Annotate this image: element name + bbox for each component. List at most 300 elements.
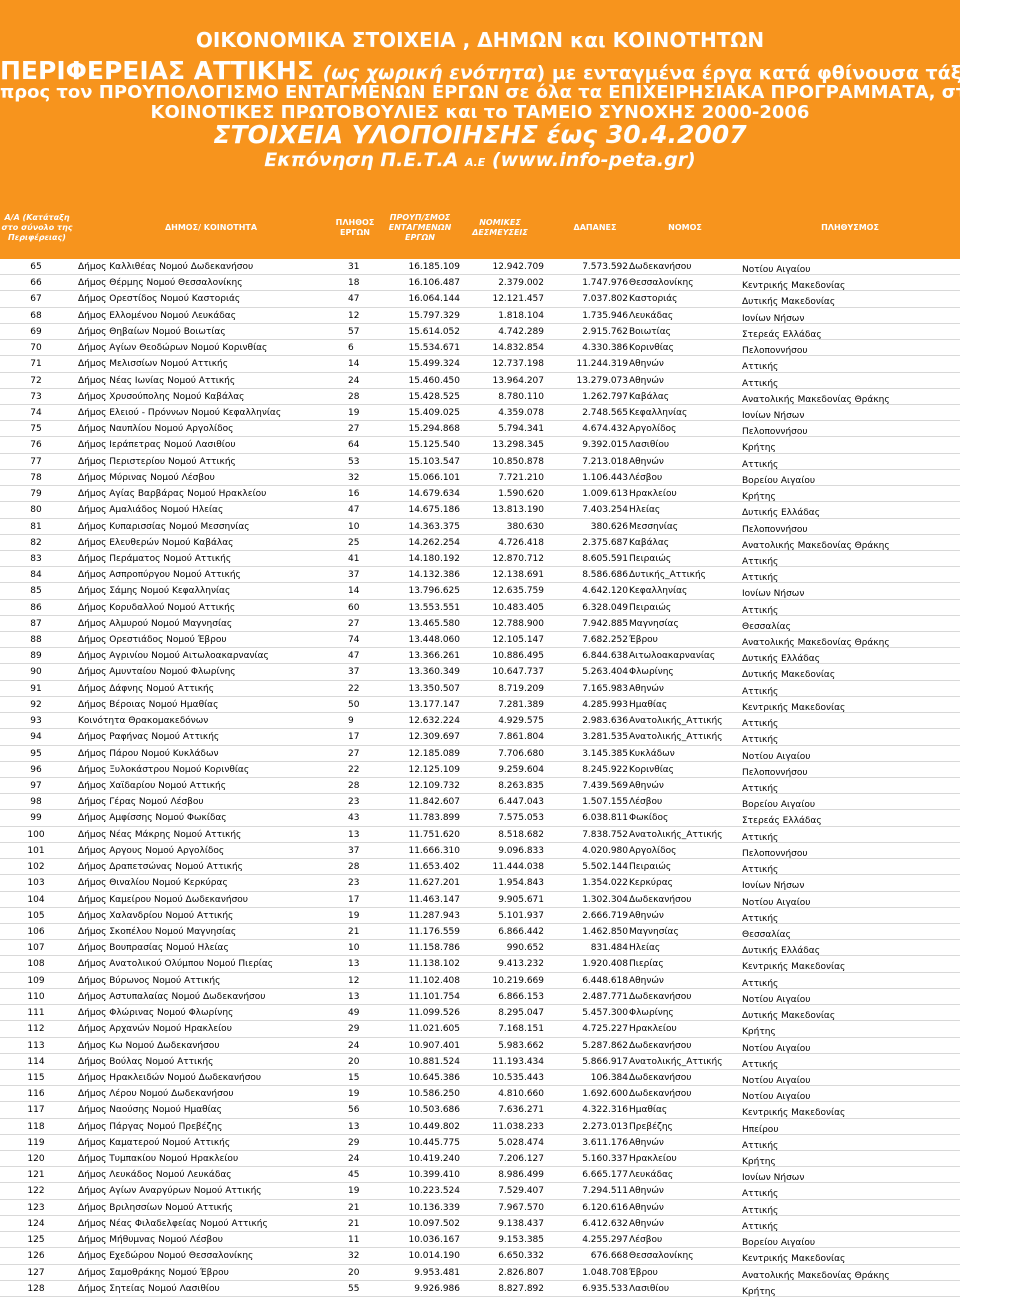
expenses-cell: 2.666.719 <box>582 910 628 921</box>
budget-cell: 10.136.339 <box>408 1202 460 1213</box>
prefecture-cell: Αθηνών <box>629 359 664 370</box>
municipality-cell: Δήμος Θιναλίου Νομού Κερκύρας <box>78 878 228 889</box>
table-row <box>0 502 960 518</box>
region-cell: Αττικής <box>742 1140 779 1151</box>
municipality-cell: Δήμος Χαλανδρίου Νομού Αττικής <box>78 910 234 921</box>
title-line-4: ΚΟΙΝΟΤΙΚΕΣ ΠΡΩΤΟΒΟΥΛΙΕΣ και το ΤΑΜΕΙΟ ΣΥΝΟΧΗΣ 2000-2006 <box>150 102 810 123</box>
table-row <box>0 583 960 599</box>
budget-cell: 11.176.559 <box>408 926 460 937</box>
project-count-cell: 12 <box>348 975 360 986</box>
budget-cell: 11.751.620 <box>408 829 460 840</box>
municipality-cell: Δήμος Κορυδαλλού Νομού Αττικής <box>78 602 236 613</box>
expenses-cell: 7.942.885 <box>582 618 628 629</box>
rank-cell: 69 <box>30 326 42 337</box>
prefecture-cell: Καβάλας <box>629 391 670 402</box>
prefecture-cell: Κορινθίας <box>629 343 674 354</box>
commitments-cell: 7.636.271 <box>498 1105 544 1116</box>
expenses-cell: 831.484 <box>590 943 628 954</box>
table-row <box>0 859 960 875</box>
author-label: Εκπόνηση Π.Ε.Τ.Α <box>264 149 459 171</box>
rank-cell: 90 <box>30 667 42 678</box>
prefecture-cell: Δωδεκανήσου <box>629 262 692 272</box>
municipality-cell: Δήμος Βουπρασίας Νομού Ηλείας <box>78 943 229 954</box>
rank-cell: 103 <box>27 878 45 889</box>
prefecture-cell: Αθηνών <box>629 375 664 386</box>
rank-cell: 77 <box>30 456 42 467</box>
expenses-cell: 8.605.591 <box>582 553 628 564</box>
expenses-cell: 7.682.252 <box>582 635 628 646</box>
rank-cell: 99 <box>30 813 42 824</box>
prefecture-cell: Ημαθίας <box>629 699 668 710</box>
rank-cell: 97 <box>30 781 42 791</box>
expenses-cell: 676.668 <box>590 1251 628 1262</box>
commitments-cell: 5.028.474 <box>498 1137 544 1148</box>
region-cell: Κεντρικής Μακεδονίας <box>742 962 846 973</box>
table-row <box>0 843 960 859</box>
table-row <box>0 794 960 810</box>
municipality-cell: Δήμος Αμαλιάδος Νομού Ηλείας <box>78 505 224 516</box>
title-region: ΠΕΡΙΦΕΡΕΙΑΣ ΑΤΤΙΚΗΣ <box>0 56 314 85</box>
project-count-cell: 23 <box>348 797 360 808</box>
region-cell: Πελοποννήσου <box>742 427 808 438</box>
expenses-cell: 1.354.022 <box>582 878 628 889</box>
commitments-cell: 7.721.210 <box>498 472 544 483</box>
municipality-cell: Δήμος Βύρωνος Νομού Αττικής <box>78 975 221 986</box>
region-cell: Αττικής <box>742 719 779 730</box>
expenses-cell: 4.285.993 <box>582 699 628 710</box>
commitments-cell: 9.413.232 <box>498 959 544 970</box>
expenses-cell: 6.935.533 <box>582 1283 628 1294</box>
table-row <box>0 535 960 551</box>
municipality-cell: Δήμος Σητείας Νομού Λασιθίου <box>78 1283 220 1294</box>
budget-cell: 14.180.192 <box>408 553 460 564</box>
project-count-cell: 6 <box>348 343 354 354</box>
expenses-cell: 1.106.443 <box>582 472 628 483</box>
commitments-cell: 8.295.047 <box>498 1008 544 1019</box>
prefecture-cell: Πειραιώς <box>629 602 672 613</box>
municipality-cell: Δήμος Κω Νομού Δωδεκανήσου <box>78 1040 220 1051</box>
municipality-cell: Δήμος Ηρακλειδών Νομού Δωδεκανήσου <box>78 1072 262 1083</box>
project-count-cell: 19 <box>348 910 360 921</box>
table-row <box>0 1005 960 1021</box>
commitments-cell: 7.529.407 <box>498 1186 544 1197</box>
expenses-cell: 6.120.616 <box>582 1202 628 1213</box>
rank-cell: 84 <box>30 570 42 581</box>
col-header-population: ΠΛΗΘΥΣΜΟΣ <box>821 223 879 232</box>
expenses-cell: 4.020.980 <box>582 845 628 856</box>
expenses-cell: 2.748.565 <box>582 407 628 418</box>
table-row <box>0 1038 960 1054</box>
region-cell: Ανατολικής Μακεδονίας Θράκης <box>742 638 890 649</box>
project-count-cell: 37 <box>348 845 360 856</box>
project-count-cell: 50 <box>348 699 360 710</box>
table-row <box>0 259 960 275</box>
rank-cell: 110 <box>27 991 45 1002</box>
municipality-cell: Δήμος Μελισσίων Νομού Αττικής <box>78 359 228 370</box>
region-cell: Πελοποννήσου <box>742 346 808 357</box>
region-cell: Αττικής <box>742 832 779 843</box>
commitments-cell: 7.967.570 <box>498 1202 544 1213</box>
prefecture-cell: Αθηνών <box>629 781 664 791</box>
commitments-cell: 2.379.002 <box>498 278 544 289</box>
expenses-cell: 2.983.636 <box>582 716 628 727</box>
commitments-cell: 8.827.892 <box>498 1283 544 1294</box>
prefecture-cell: Δωδεκανήσου <box>629 894 692 905</box>
commitments-cell: 13.813.190 <box>492 505 544 516</box>
table-row <box>0 567 960 583</box>
table-row <box>0 616 960 632</box>
table-row <box>0 632 960 648</box>
region-cell: Νοτίου Αιγαίου <box>742 1075 811 1086</box>
budget-cell: 11.653.402 <box>408 862 460 873</box>
municipality-cell: Δήμος Μύρινας Νομού Λέσβου <box>78 472 215 483</box>
expenses-cell: 2.915.762 <box>582 326 628 337</box>
table-row <box>0 1265 960 1281</box>
rank-cell: 70 <box>30 343 42 354</box>
rank-cell: 113 <box>27 1040 45 1051</box>
col-header-budget: ΠΡΟΥΠ/ΣΜΟΣ ΕΝΤΑΓΜΕΝΩΝ ΕΡΓΩΝ <box>388 213 452 242</box>
commitments-cell: 10.219.669 <box>492 975 544 986</box>
project-count-cell: 13 <box>348 959 360 970</box>
expenses-cell: 4.255.297 <box>582 1235 628 1246</box>
rank-cell: 94 <box>30 732 42 743</box>
municipality-cell: Δήμος Αμυνταίου Νομού Φλωρίνης <box>78 667 236 678</box>
table-row <box>0 1216 960 1232</box>
rank-cell: 86 <box>30 602 42 613</box>
commitments-cell: 380.630 <box>506 521 544 532</box>
expenses-cell: 3.611.176 <box>582 1137 628 1148</box>
expenses-cell: 7.439.569 <box>582 781 628 791</box>
prefecture-cell: Θεσσαλονίκης <box>629 1251 694 1262</box>
municipality-cell: Δήμος Φλώρινας Νομού Φλωρίνης <box>78 1008 234 1019</box>
commitments-cell: 8.986.499 <box>498 1170 544 1181</box>
table-header <box>0 197 960 259</box>
commitments-cell: 11.444.038 <box>492 862 544 873</box>
region-cell: Αττικής <box>742 686 779 697</box>
prefecture-cell: Ηρακλείου <box>629 1154 677 1165</box>
table-row <box>0 1021 960 1037</box>
commitments-cell: 7.168.151 <box>498 1024 544 1035</box>
commitments-cell: 7.575.053 <box>498 813 544 824</box>
budget-cell: 11.463.147 <box>408 894 460 905</box>
commitments-cell: 11.193.434 <box>492 1056 544 1067</box>
commitments-cell: 4.810.660 <box>498 1089 544 1100</box>
prefecture-cell: Φωκίδος <box>629 813 669 824</box>
budget-cell: 13.350.507 <box>408 683 460 694</box>
budget-cell: 10.014.190 <box>408 1251 460 1262</box>
commitments-cell: 7.706.680 <box>498 748 544 759</box>
table-row <box>0 340 960 356</box>
region-cell: Πελοποννήσου <box>742 848 808 859</box>
project-count-cell: 31 <box>348 262 360 272</box>
commitments-cell: 5.101.937 <box>498 910 544 921</box>
prefecture-cell: Πειραιώς <box>629 862 672 873</box>
budget-cell: 14.363.375 <box>408 521 460 532</box>
budget-cell: 16.185.109 <box>408 262 460 272</box>
rank-cell: 124 <box>27 1218 45 1229</box>
expenses-cell: 1.048.708 <box>582 1267 628 1278</box>
municipality-cell: Δήμος Νέας Φιλαδελφείας Νομού Αττικής <box>78 1218 268 1229</box>
rank-cell: 109 <box>27 975 45 986</box>
region-cell: Νοτίου Αιγαίου <box>742 1043 811 1054</box>
region-cell: Ιονίων Νήσων <box>742 589 805 600</box>
project-count-cell: 21 <box>348 1202 360 1213</box>
budget-cell: 10.036.167 <box>408 1235 460 1246</box>
project-count-cell: 15 <box>348 1072 360 1083</box>
table-row <box>0 810 960 826</box>
commitments-cell: 1.590.620 <box>498 489 544 500</box>
table-row <box>0 1086 960 1102</box>
table-row <box>0 324 960 340</box>
prefecture-cell: Δωδεκανήσου <box>629 1089 692 1100</box>
prefecture-cell: Ανατολικής_Αττικής <box>629 732 723 743</box>
expenses-cell: 6.328.049 <box>582 602 628 613</box>
region-cell: Πελοποννήσου <box>742 524 808 535</box>
project-count-cell: 22 <box>348 764 360 775</box>
table-row <box>0 1200 960 1216</box>
budget-cell: 10.223.524 <box>408 1186 460 1197</box>
region-cell: Δυτικής Ελλάδας <box>742 946 820 957</box>
table-row <box>0 1248 960 1264</box>
table-row <box>0 989 960 1005</box>
rank-cell: 118 <box>27 1121 45 1132</box>
prefecture-cell: Λέσβου <box>629 1235 663 1246</box>
municipality-cell: Δήμος Καλλιθέας Νομού Δωδεκανήσου <box>78 262 254 272</box>
rank-cell: 93 <box>30 716 42 727</box>
table-row <box>0 421 960 437</box>
municipality-cell: Δήμος Αμφίσσης Νομού Φωκίδας <box>78 813 227 824</box>
region-cell: Ηπείρου <box>742 1124 779 1135</box>
table-row <box>0 1102 960 1118</box>
table-row <box>0 1119 960 1135</box>
region-cell: Δυτικής Μακεδονίας <box>742 297 836 308</box>
commitments-cell: 10.483.405 <box>492 602 544 613</box>
rank-cell: 87 <box>30 618 42 629</box>
municipality-cell: Δήμος Ασπροπύργου Νομού Αττικής <box>78 570 241 581</box>
budget-cell: 10.449.802 <box>408 1121 460 1132</box>
budget-cell: 9.953.481 <box>414 1267 460 1278</box>
project-count-cell: 53 <box>348 456 360 467</box>
expenses-cell: 7.165.983 <box>582 683 628 694</box>
municipality-cell: Δήμος Ελευθερών Νομού Καβάλας <box>78 537 234 548</box>
project-count-cell: 23 <box>348 878 360 889</box>
prefecture-cell: Λασιθίου <box>629 440 670 451</box>
project-count-cell: 57 <box>348 326 360 337</box>
expenses-cell: 1.747.976 <box>582 278 628 289</box>
commitments-cell: 8.719.209 <box>498 683 544 694</box>
budget-cell: 15.534.671 <box>408 343 460 354</box>
expenses-cell: 2.487.771 <box>582 991 628 1002</box>
municipality-cell: Δήμος Ορεστίδος Νομού Καστοριάς <box>78 294 241 305</box>
rank-cell: 101 <box>27 845 45 856</box>
budget-cell: 13.177.147 <box>408 699 460 710</box>
title-line-2-end: ) με ενταγμένα έργα κατά φθίνουσα τάξη ως <box>536 62 1010 84</box>
table-row <box>0 275 960 291</box>
region-cell: Ανατολικής Μακεδονίας Θράκης <box>742 394 890 405</box>
prefecture-cell: Φλωρίνης <box>629 1008 674 1019</box>
budget-cell: 15.066.101 <box>408 472 460 483</box>
budget-cell: 15.428.525 <box>408 391 460 402</box>
project-count-cell: 24 <box>348 1040 360 1051</box>
project-count-cell: 14 <box>348 359 360 370</box>
commitments-cell: 12.635.759 <box>492 586 544 597</box>
budget-cell: 15.125.540 <box>408 440 460 451</box>
region-cell: Αττικής <box>742 735 779 746</box>
municipality-cell: Δήμος Ναούσης Νομού Ημαθίας <box>78 1105 222 1116</box>
prefecture-cell: Ηλείας <box>629 943 661 954</box>
project-count-cell: 28 <box>348 862 360 873</box>
rank-cell: 98 <box>30 797 42 808</box>
project-count-cell: 32 <box>348 1251 360 1262</box>
prefecture-cell: Καστοριάς <box>629 294 678 305</box>
table-row <box>0 681 960 697</box>
rank-cell: 107 <box>27 943 45 954</box>
rank-cell: 128 <box>27 1283 45 1294</box>
prefecture-cell: Κεφαλληνίας <box>629 407 688 418</box>
municipality-cell: Δήμος Αγίων Θεοδώρων Νομού Κορινθίας <box>78 343 268 354</box>
prefecture-cell: Αθηνών <box>629 1137 664 1148</box>
region-cell: Θεσσαλίας <box>742 929 791 940</box>
budget-cell: 16.064.144 <box>408 294 460 305</box>
title-line-3: προς τον ΠΡΟΥΠΟΛΟΓΙΣΜΟ ΕΝΤΑΓΜΕΝΩΝ ΕΡΓΩΝ σε όλα τα ΕΠΙΧΕΙΡΗΣΙΑΚΑ ΠΡΟΓΡΑΜΜΑΤΑ, στις <box>0 82 985 103</box>
table-row <box>0 1281 960 1297</box>
project-count-cell: 19 <box>348 1186 360 1197</box>
table-row <box>0 291 960 307</box>
expenses-cell: 1.262.797 <box>582 391 628 402</box>
commitments-cell: 7.206.127 <box>498 1154 544 1165</box>
municipality-cell: Δήμος Ανατολικού Ολύμπου Νομού Πιερίας <box>78 959 274 970</box>
region-cell: Νοτίου Αιγαίου <box>742 751 811 762</box>
table-row <box>0 1151 960 1167</box>
prefecture-cell: Δωδεκανήσου <box>629 1040 692 1051</box>
commitments-cell: 7.861.804 <box>498 732 544 743</box>
municipality-cell: Δήμος Πάρου Νομού Κυκλάδων <box>78 748 219 759</box>
table-row <box>0 373 960 389</box>
table-row <box>0 648 960 664</box>
table-row <box>0 1054 960 1070</box>
col-header-prefecture: ΝΟΜΟΣ <box>668 223 702 232</box>
project-count-cell: 43 <box>348 813 360 824</box>
rank-cell: 106 <box>27 926 45 937</box>
project-count-cell: 12 <box>348 310 360 321</box>
expenses-cell: 6.448.618 <box>582 975 628 986</box>
commitments-cell: 5.983.662 <box>498 1040 544 1051</box>
project-count-cell: 55 <box>348 1283 360 1294</box>
municipality-cell: Κοινότητα Θρακομακεδόνων <box>78 716 209 727</box>
commitments-cell: 13.964.207 <box>492 375 544 386</box>
rank-cell: 100 <box>27 829 45 840</box>
project-count-cell: 45 <box>348 1170 360 1181</box>
expenses-cell: 5.502.144 <box>582 862 628 873</box>
prefecture-cell: Μεσσηνίας <box>629 521 679 532</box>
table-row <box>0 600 960 616</box>
municipality-cell: Δήμος Αλμυρού Νομού Μαγνησίας <box>78 618 233 629</box>
table-row <box>0 746 960 762</box>
region-cell: Βορείου Αιγαίου <box>742 475 816 486</box>
region-cell: Αττικής <box>742 459 779 470</box>
municipality-cell: Δήμος Καματερού Νομού Αττικής <box>78 1137 231 1148</box>
project-count-cell: 17 <box>348 894 360 905</box>
prefecture-cell: Ηλείας <box>629 505 661 516</box>
commitments-cell: 12.737.198 <box>492 359 544 370</box>
municipality-cell: Δήμος Σκοπέλου Νομού Μαγνησίας <box>78 926 237 937</box>
expenses-cell: 1.920.408 <box>582 959 628 970</box>
municipality-cell: Δήμος Μήθυμνας Νομού Λέσβου <box>78 1235 223 1246</box>
project-count-cell: 74 <box>348 635 360 646</box>
prefecture-cell: Ανατολικής_Αττικής <box>629 1056 723 1067</box>
project-count-cell: 19 <box>348 1089 360 1100</box>
table-row <box>0 762 960 778</box>
project-count-cell: 14 <box>348 586 360 597</box>
region-cell: Κρήτης <box>742 492 776 503</box>
expenses-cell: 5.287.862 <box>582 1040 628 1051</box>
rank-cell: 127 <box>27 1267 45 1278</box>
prefecture-cell: Λέσβου <box>629 797 663 808</box>
commitments-cell: 10.886.495 <box>492 651 544 662</box>
municipality-cell: Δήμος Δάφνης Νομού Αττικής <box>78 683 215 694</box>
municipality-cell: Δήμος Ελλομένου Νομού Λευκάδας <box>78 310 237 321</box>
commitments-cell: 10.850.878 <box>492 456 544 467</box>
rank-cell: 81 <box>30 521 42 532</box>
rank-cell: 114 <box>27 1056 45 1067</box>
rank-cell: 80 <box>30 505 42 516</box>
budget-cell: 10.645.386 <box>408 1072 460 1083</box>
budget-cell: 11.783.899 <box>408 813 460 824</box>
municipality-cell: Δήμος Χαϊδαρίου Νομού Αττικής <box>78 781 227 791</box>
prefecture-cell: Δωδεκανήσου <box>629 1072 692 1083</box>
project-count-cell: 56 <box>348 1105 360 1116</box>
table-row <box>0 729 960 745</box>
prefecture-cell: Λασιθίου <box>629 1283 670 1294</box>
rank-cell: 123 <box>27 1202 45 1213</box>
budget-cell: 11.099.526 <box>408 1008 460 1019</box>
commitments-cell: 7.281.389 <box>498 699 544 710</box>
prefecture-cell: Αθηνών <box>629 1186 664 1197</box>
commitments-cell: 4.359.078 <box>498 407 544 418</box>
region-cell: Βορείου Αιγαίου <box>742 800 816 811</box>
prefecture-cell: Έβρου <box>629 1267 658 1278</box>
rank-cell: 66 <box>30 278 42 289</box>
expenses-cell: 5.160.337 <box>582 1154 628 1165</box>
table-body <box>0 259 960 1297</box>
commitments-cell: 9.259.604 <box>498 764 544 775</box>
budget-cell: 13.448.060 <box>408 635 460 646</box>
project-count-cell: 27 <box>348 618 360 629</box>
rank-cell: 89 <box>30 651 42 662</box>
budget-cell: 15.294.868 <box>408 424 460 435</box>
project-count-cell: 20 <box>348 1056 360 1067</box>
rank-cell: 78 <box>30 472 42 483</box>
commitments-cell: 13.298.345 <box>492 440 544 451</box>
project-count-cell: 22 <box>348 683 360 694</box>
budget-cell: 10.419.240 <box>408 1154 460 1165</box>
budget-cell: 12.309.697 <box>408 732 460 743</box>
region-cell: Κρήτης <box>742 1027 776 1038</box>
expenses-cell: 106.384 <box>590 1072 628 1083</box>
project-count-cell: 27 <box>348 424 360 435</box>
budget-cell: 10.907.401 <box>408 1040 460 1051</box>
expenses-cell: 6.844.638 <box>582 651 628 662</box>
commitments-cell: 6.866.442 <box>498 926 544 937</box>
municipality-cell: Δήμος Ελειού - Πρόννων Νομού Κεφαλληνίας <box>78 407 282 418</box>
expenses-cell: 6.665.177 <box>582 1170 628 1181</box>
project-count-cell: 41 <box>348 553 360 564</box>
budget-cell: 13.360.349 <box>408 667 460 678</box>
commitments-cell: 4.742.289 <box>498 326 544 337</box>
prefecture-cell: Μαγνησίας <box>629 618 679 629</box>
author-link[interactable]: (www.info-peta.gr) <box>491 149 696 171</box>
budget-cell: 15.103.547 <box>408 456 460 467</box>
